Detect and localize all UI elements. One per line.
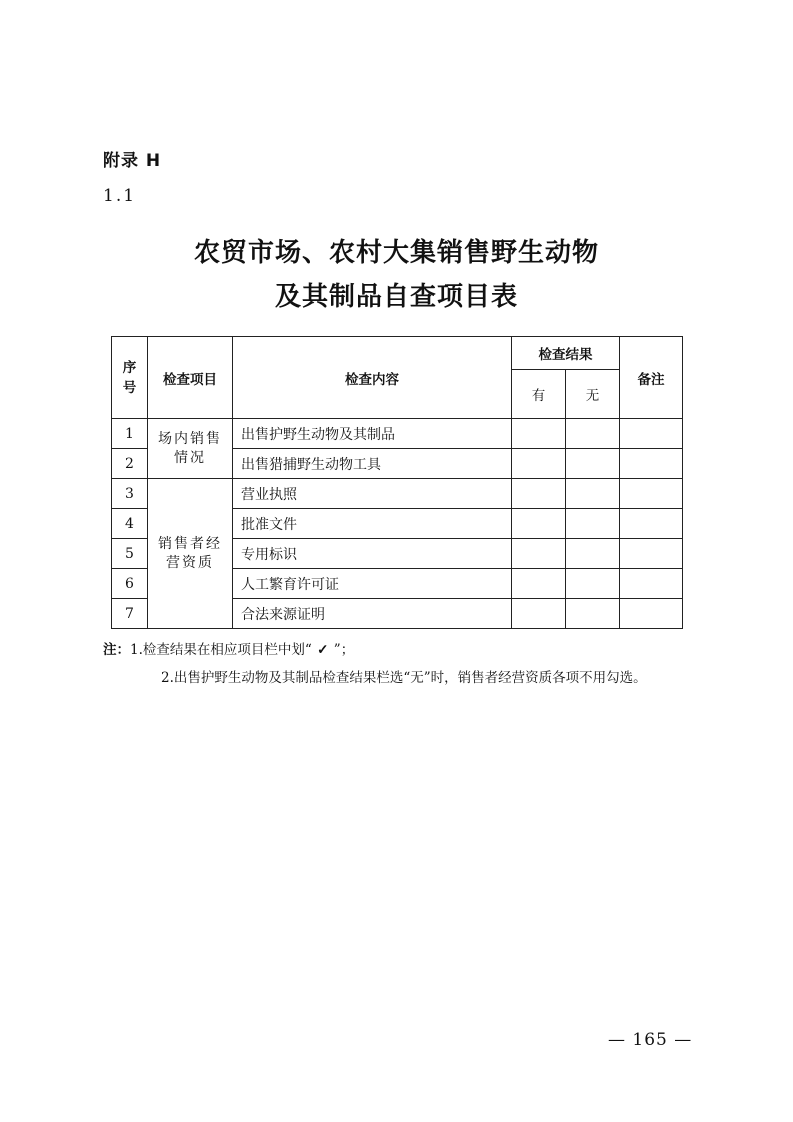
self-check-table [111, 336, 683, 629]
appendix-label: 附录 H [103, 151, 162, 171]
remark-cell[interactable] [620, 449, 683, 479]
note-1-suffix: ”； [333, 642, 355, 658]
yes-cell[interactable] [512, 449, 566, 479]
note-1-prefix: 1.检查结果在相应项目栏中划“ [130, 642, 312, 658]
no-cell[interactable] [566, 419, 620, 449]
row-content: 营业执照 [233, 479, 512, 509]
header-yes: 有 [512, 370, 566, 419]
yes-cell[interactable] [512, 569, 566, 599]
remark-cell[interactable] [620, 509, 683, 539]
section-number: 1.1 [103, 186, 137, 206]
row-number: 1 [112, 419, 148, 449]
remark-cell[interactable] [620, 569, 683, 599]
header-seq: 序号 [112, 337, 148, 419]
row-content: 批准文件 [233, 509, 512, 539]
note-2: 2.出售护野生动物及其制品检查结果栏选“无”时，销售者经营资质各项不用勾选。 [161, 670, 647, 686]
yes-cell[interactable] [512, 539, 566, 569]
notes [103, 636, 647, 692]
yes-cell[interactable] [512, 599, 566, 629]
row-number: 2 [112, 449, 148, 479]
yes-cell[interactable] [512, 509, 566, 539]
page-title-line1: 农贸市场、农村大集销售野生动物 [193, 238, 599, 268]
row-number: 5 [112, 539, 148, 569]
note-1 [103, 636, 647, 664]
row-content: 出售猎捕野生动物工具 [233, 449, 512, 479]
row-number: 7 [112, 599, 148, 629]
yes-cell[interactable] [512, 419, 566, 449]
no-cell[interactable] [566, 599, 620, 629]
row-number: 3 [112, 479, 148, 509]
row-content: 人工繁育许可证 [233, 569, 512, 599]
row-number: 4 [112, 509, 148, 539]
table-row [112, 479, 683, 509]
remark-cell[interactable] [620, 599, 683, 629]
header-remark: 备注 [620, 337, 683, 419]
header-item: 检查项目 [148, 337, 233, 419]
header-result: 检查结果 [512, 337, 620, 370]
no-cell[interactable] [566, 509, 620, 539]
checkmark-icon: ✓ [317, 642, 329, 658]
row-number: 6 [112, 569, 148, 599]
remark-cell[interactable] [620, 539, 683, 569]
table-row [112, 419, 683, 449]
page-title-line2: 及其制品自查项目表 [274, 282, 518, 312]
no-cell[interactable] [566, 569, 620, 599]
page-number: — 165 — [608, 1030, 693, 1050]
yes-cell[interactable] [512, 479, 566, 509]
category-cell: 场内销售情况 [148, 419, 233, 479]
header-content: 检查内容 [233, 337, 512, 419]
remark-cell[interactable] [620, 419, 683, 449]
no-cell[interactable] [566, 539, 620, 569]
notes-label: 注： [103, 642, 130, 658]
header-no: 无 [566, 370, 620, 419]
row-content: 专用标识 [233, 539, 512, 569]
no-cell[interactable] [566, 449, 620, 479]
row-content: 出售护野生动物及其制品 [233, 419, 512, 449]
category-cell: 销售者经营资质 [148, 479, 233, 629]
row-content: 合法来源证明 [233, 599, 512, 629]
no-cell[interactable] [566, 479, 620, 509]
remark-cell[interactable] [620, 479, 683, 509]
